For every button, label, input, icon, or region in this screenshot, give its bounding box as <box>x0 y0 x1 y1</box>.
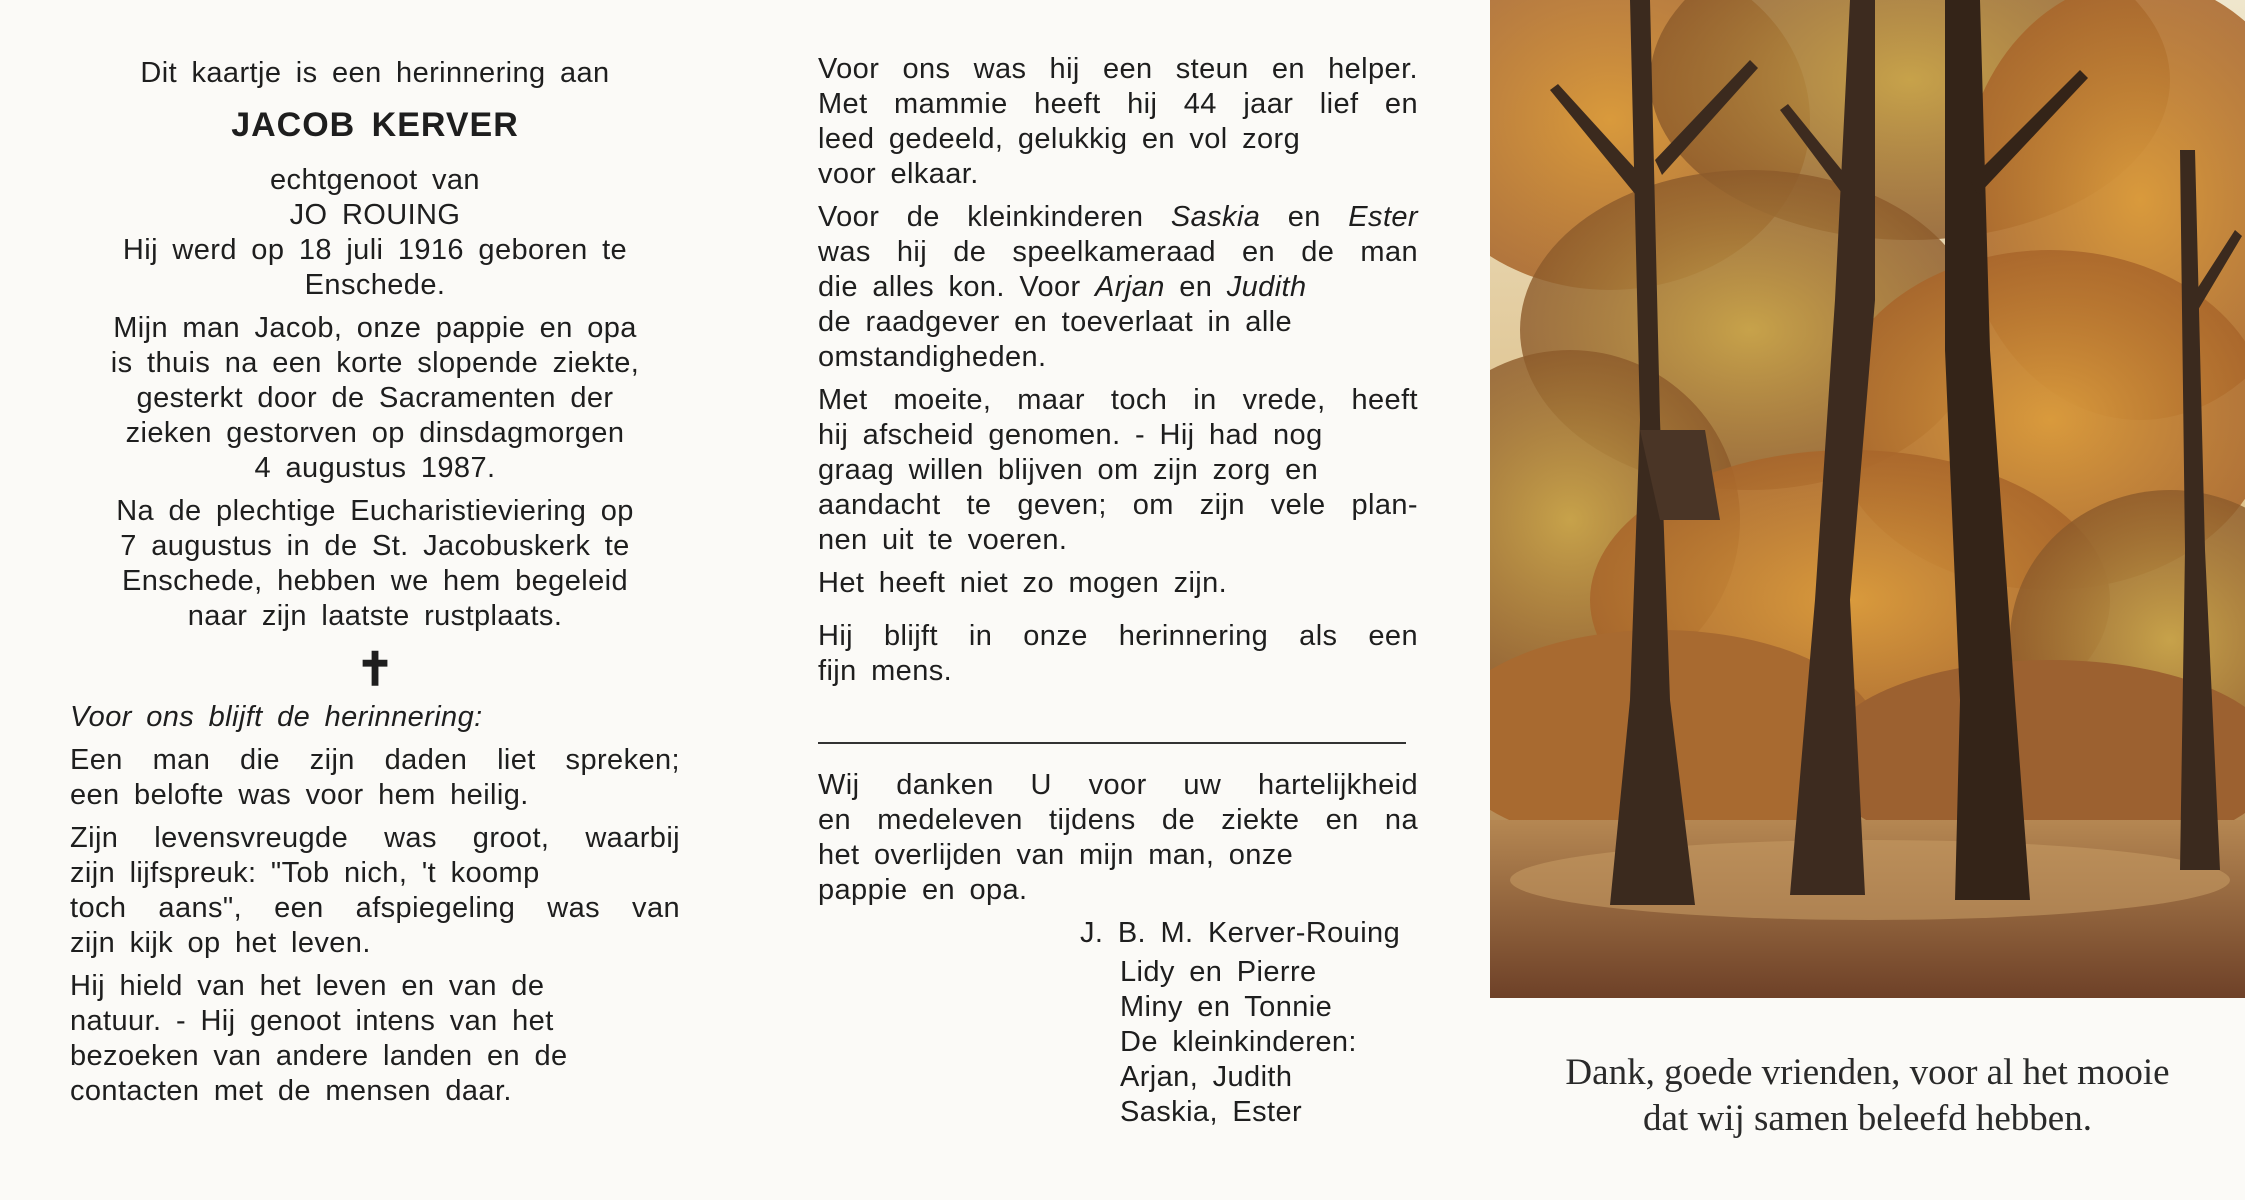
text-line: Hij blijft in onze herinnering als een <box>818 620 1418 652</box>
caption-line: Dank, goede vrienden, voor al het mooie <box>1565 1052 2170 1093</box>
divider-line <box>818 742 1406 744</box>
grandchildren-line <box>818 200 1418 235</box>
memory-heading: Voor ons blijft de herinnering: <box>70 701 483 733</box>
text-line: Met mammie heeft hij 44 jaar lief en <box>818 88 1418 120</box>
text-line: nen uit te voeren. <box>818 524 1068 556</box>
text-line: was hij de speelkameraad en de man <box>818 236 1418 268</box>
memory-line: zijn lijfspreuk: "Tob nich, 't koomp <box>70 857 540 889</box>
memory-line: Zijn levensvreugde was groot, waarbij <box>70 822 680 854</box>
text-line: graag willen blijven om zijn zorg en <box>818 454 1319 486</box>
signature: J. B. M. Kerver-Rouing <box>1080 917 1401 949</box>
family-line: Saskia, Ester <box>1120 1096 1303 1128</box>
photo-caption <box>1490 1050 2245 1142</box>
funeral-line: Na de plechtige Eucharistieviering op <box>116 495 634 527</box>
memory-line: natuur. - Hij genoot intens van het <box>70 1005 554 1037</box>
grandchild-name: Arjan <box>1095 271 1165 303</box>
family-line: Arjan, Judith <box>1120 1061 1293 1093</box>
thanks-line: pappie en opa. <box>818 874 1028 906</box>
text-line: Voor ons was hij een steun en helper. <box>818 53 1418 85</box>
memory-line: contacten met de mensen daar. <box>70 1075 512 1107</box>
middle-column <box>818 0 1418 1128</box>
text-line: fijn mens. <box>818 655 953 687</box>
grandchildren-line <box>818 270 1418 305</box>
memory-line: toch aans", een afspiegeling was van <box>70 892 680 924</box>
text-line: aandacht te geven; om zijn vele plan- <box>818 489 1418 521</box>
family-line: Lidy en Pierre <box>1120 956 1317 988</box>
text-line: de raadgever en toeverlaat in alle <box>818 306 1293 338</box>
memory-line: zijn kijk op het leven. <box>70 927 371 959</box>
family-line: Miny en Tonnie <box>1120 991 1333 1023</box>
memory-line: bezoeken van andere landen en de <box>70 1040 568 1072</box>
thanks-line: en medeleven tijdens de ziekte en na <box>818 804 1418 836</box>
thanks-line: Wij danken U voor uw hartelijkheid <box>818 769 1418 801</box>
memory-line: een belofte was voor hem heilig. <box>70 779 529 811</box>
spouse-name: JO ROUING <box>289 199 461 231</box>
text-line: voor elkaar. <box>818 158 979 190</box>
grandchild-name: Judith <box>1226 271 1307 303</box>
left-column <box>70 0 680 1109</box>
text-line: Het heeft niet zo mogen zijn. <box>818 567 1228 599</box>
death-line: is thuis na een korte slopende ziekte, <box>110 347 640 379</box>
deceased-name: JACOB KERVER <box>231 106 519 144</box>
death-line: zieken gestorven op dinsdagmorgen <box>125 417 625 449</box>
cross-icon: ✝ <box>355 643 395 695</box>
grandchild-name: Ester <box>1348 201 1418 233</box>
text-span: en <box>1164 271 1227 303</box>
memory-line: Een man die zijn daden liet spreken; <box>70 744 680 776</box>
text-span: die alles kon. Voor <box>818 271 1096 303</box>
funeral-line: naar zijn laatste rustplaats. <box>187 600 563 632</box>
forest-illustration <box>1490 0 2245 998</box>
death-line: gesterkt door de Sacramenten der <box>136 382 614 414</box>
text-line: leed gedeeld, gelukkig en vol zorg <box>818 123 1301 155</box>
autumn-forest-photo <box>1490 0 2245 998</box>
thanks-line: het overlijden van mijn man, onze <box>818 839 1294 871</box>
death-line: 4 augustus 1987. <box>254 452 496 484</box>
family-line: De kleinkinderen: <box>1120 1026 1357 1058</box>
birth-line: Enschede. <box>304 269 446 301</box>
memory-line: Hij hield van het leven en van de <box>70 970 545 1002</box>
intro-text: Dit kaartje is een herinnering aan <box>140 57 610 89</box>
death-line: Mijn man Jacob, onze pappie en opa <box>113 312 637 344</box>
grandchild-name: Saskia <box>1170 201 1261 233</box>
text-line: hij afscheid genomen. - Hij had nog <box>818 419 1323 451</box>
spouse-intro: echtgenoot van <box>270 164 480 196</box>
thanks-block <box>818 768 1418 1130</box>
caption-line: dat wij samen beleefd hebben. <box>1643 1098 2092 1139</box>
text-span: en <box>1260 201 1349 233</box>
text-line: Met moeite, maar toch in vrede, heeft <box>818 384 1418 416</box>
funeral-line: Enschede, hebben we hem begeleid <box>122 565 628 597</box>
birth-line: Hij werd op 18 juli 1916 geboren te <box>122 234 628 266</box>
text-line: omstandigheden. <box>818 341 1047 373</box>
text-span: Voor de kleinkinderen <box>818 201 1171 233</box>
funeral-line: 7 augustus in de St. Jacobuskerk te <box>120 530 630 562</box>
